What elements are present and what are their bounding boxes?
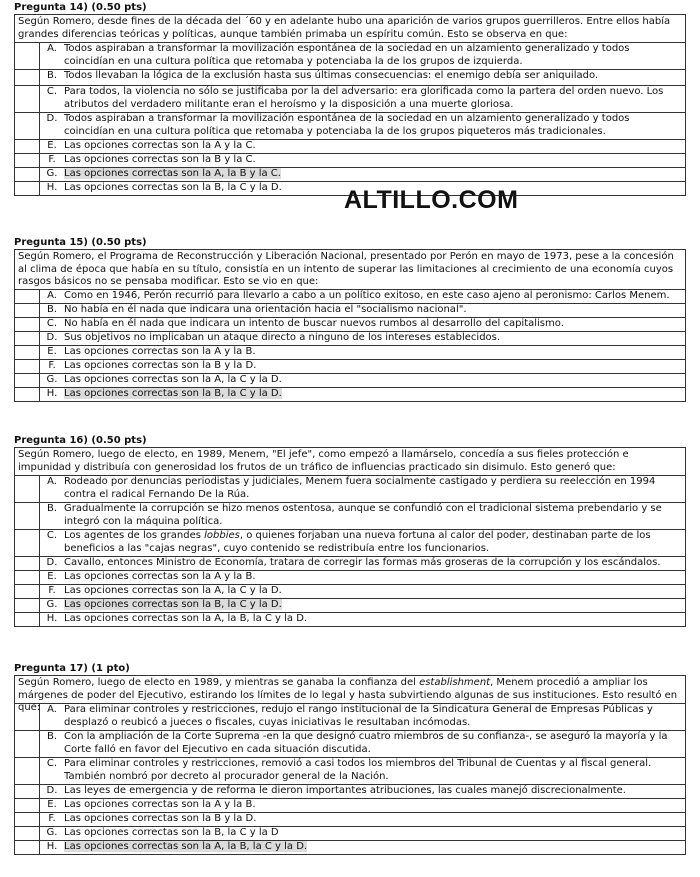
option-text: Todos aspiraban a transformar la movilización espontánea de la sociedad en un alzamiento generalizado y todos coincidían en una cultura política que retomaba y potenciaba la de los grupos de izquierda. xyxy=(64,43,630,67)
option-text-part: , o quienes forjaban una nueva fortuna al calor del poder, destinaban parte de los beneficios a las "cajas negras", cuyo contenido se redistribuía entre los funcionarios. xyxy=(64,530,651,554)
option-letter: F. xyxy=(48,585,56,596)
option-text: Las opciones correctas son la B y la D. xyxy=(64,813,257,824)
option-h[interactable] xyxy=(15,612,685,626)
answer-mark-cell[interactable] xyxy=(15,613,40,626)
option-text: Las opciones correctas son la B y la D. xyxy=(64,360,257,371)
answer-mark-cell[interactable] xyxy=(15,476,40,502)
option-text: Las opciones correctas son la A y la B. xyxy=(64,346,256,357)
option-text: Las opciones correctas son la A, la C y la D. xyxy=(64,374,282,385)
option-text: Las opciones correctas son la B, la C y la D. xyxy=(64,182,282,193)
option-f[interactable] xyxy=(15,359,685,373)
option-g[interactable] xyxy=(15,826,685,840)
option-letter: D. xyxy=(46,113,58,124)
option-text: Para eliminar controles y restricciones, redujo el rango institucional de la Sindicatura General de Empresas Públicas y desplazó o reubicó a jueces o fiscales, cuyas iniciativas le resultaban incómodas. xyxy=(64,704,653,728)
option-d[interactable] xyxy=(15,556,685,570)
option-b[interactable] xyxy=(15,303,685,317)
option-text: Las opciones correctas son la A, la C y la D. xyxy=(64,585,282,596)
option-a[interactable] xyxy=(15,475,685,502)
option-f[interactable] xyxy=(15,584,685,598)
question-table xyxy=(14,675,686,855)
question-stem xyxy=(15,676,685,713)
answer-mark-cell[interactable] xyxy=(15,140,40,153)
option-f[interactable] xyxy=(15,153,685,167)
answer-mark-cell[interactable] xyxy=(15,374,40,387)
option-c[interactable] xyxy=(15,317,685,331)
option-letter: G. xyxy=(46,374,58,385)
answer-mark-cell[interactable] xyxy=(15,530,40,556)
answer-mark-cell[interactable] xyxy=(15,154,40,167)
answer-mark-cell[interactable] xyxy=(15,43,40,69)
option-g[interactable] xyxy=(15,167,685,181)
question-table xyxy=(14,447,686,627)
stem-text-part: Según Romero, luego de electo en 1989, y mientras se ganaba la confianza del xyxy=(18,677,420,688)
answer-mark-cell[interactable] xyxy=(15,599,40,612)
option-text xyxy=(64,530,685,556)
option-text: Con la ampliación de la Corte Suprema -en la que designó cuatro miembros de su confianza-, se aseguró la mayoría y la Corte falló en favor del Ejecutivo en cada situación discutida. xyxy=(64,731,668,755)
option-text: Todos aspiraban a transformar la movilización espontánea de la sociedad en un alzamiento generalizado y todos coincidían en una cultura política que retomaba y potenciaba la de los grupos piqueteros más tradicionales. xyxy=(64,113,630,137)
option-text-highlighted: Las opciones correctas son la A, la B, la C y la D. xyxy=(64,841,308,852)
option-letter: G. xyxy=(46,599,58,610)
option-e[interactable] xyxy=(15,570,685,584)
question-16 xyxy=(14,434,686,627)
option-letter: E. xyxy=(47,346,57,357)
answer-mark-cell[interactable] xyxy=(15,86,40,112)
answer-mark-cell[interactable] xyxy=(15,318,40,331)
option-letter: B. xyxy=(46,304,58,315)
option-e[interactable] xyxy=(15,345,685,359)
question-15 xyxy=(14,236,686,402)
option-d[interactable] xyxy=(15,112,685,139)
option-g[interactable] xyxy=(15,598,685,612)
option-g[interactable] xyxy=(15,373,685,387)
option-text-wrap xyxy=(64,168,685,181)
option-letter: B. xyxy=(46,731,58,742)
answer-mark-cell[interactable] xyxy=(15,557,40,570)
answer-mark-cell[interactable] xyxy=(15,731,40,757)
question-table xyxy=(14,14,686,196)
option-letter: B. xyxy=(46,70,58,81)
question-stem: Según Romero, desde fines de la década del ´60 y en adelante hubo una aparición de varios grupos guerrilleros. Entre ellos había grandes diferencias teóricas y políticas, aunque también primaba un espíritu común. Esto se observa en que: xyxy=(18,16,671,40)
option-letter: H. xyxy=(46,841,58,852)
option-letter: A. xyxy=(47,704,57,715)
option-letter: D. xyxy=(46,557,58,568)
option-f[interactable] xyxy=(15,812,685,826)
answer-mark-cell[interactable] xyxy=(15,388,40,401)
option-letter: C. xyxy=(46,758,58,769)
option-letter: F. xyxy=(48,813,56,824)
stem-text-part: , Menem procedió a ampliar los márgenes de poder del Ejecutivo, estirando los límites de lo legal y hasta subvirtiendo algunas de sus instituciones. Esto resultó en que: xyxy=(18,677,678,713)
option-text: No había en él nada que indicara un intento de buscar nuevos rumbos al desarrollo del capitalismo. xyxy=(64,318,564,329)
option-b[interactable] xyxy=(15,730,685,757)
stem-text-italic: establishment xyxy=(419,677,491,688)
question-title: Pregunta 16) (0.50 pts) xyxy=(14,435,147,446)
option-text: Para todos, la violencia no sólo se justificaba por la del adversario: era glorificada como la partera del orden nuevo. Los atributos del verdadero militante eran el heroísmo y la disposición a una muerte gloriosa. xyxy=(64,86,664,110)
answer-mark-cell[interactable] xyxy=(15,785,40,798)
answer-mark-cell[interactable] xyxy=(15,841,40,854)
option-letter: A. xyxy=(47,43,57,54)
answer-mark-cell[interactable] xyxy=(15,571,40,584)
option-text-highlighted: Las opciones correctas son la B, la C y la D. xyxy=(64,388,282,399)
question-14 xyxy=(14,1,686,196)
option-letter: A. xyxy=(47,476,57,487)
question-table xyxy=(14,249,686,402)
option-letter: H. xyxy=(46,388,58,399)
answer-mark-cell[interactable] xyxy=(15,585,40,598)
option-text-part: Los agentes de los grandes xyxy=(64,530,205,541)
option-a[interactable] xyxy=(15,703,685,730)
option-letter: F. xyxy=(48,360,56,371)
option-text-wrap xyxy=(64,599,685,612)
option-text: Las opciones correctas son la A, la B, la C y la D. xyxy=(64,613,308,624)
answer-mark-cell[interactable] xyxy=(15,168,40,181)
watermark-logo: ALTILLO.COM xyxy=(344,186,519,214)
option-letter: E. xyxy=(47,799,57,810)
answer-mark-cell[interactable] xyxy=(15,813,40,826)
option-text: Las opciones correctas son la B, la C y la D xyxy=(64,827,279,838)
answer-mark-cell[interactable] xyxy=(15,827,40,840)
option-d[interactable] xyxy=(15,784,685,798)
option-letter: G. xyxy=(46,827,58,838)
option-text-wrap xyxy=(64,841,685,854)
option-letter: D. xyxy=(46,785,58,796)
answer-mark-cell[interactable] xyxy=(15,503,40,529)
option-letter: H. xyxy=(46,182,58,193)
option-letter: C. xyxy=(46,86,58,97)
question-title: Pregunta 14) (0.50 pts) xyxy=(14,2,147,13)
answer-mark-cell[interactable] xyxy=(15,758,40,784)
option-text: No había en él nada que indicara una orientación hacia el "socialismo nacional". xyxy=(64,304,467,315)
option-text: Las opciones correctas son la A y la B. xyxy=(64,799,256,810)
option-text: Las opciones correctas son la A y la C. xyxy=(64,140,256,151)
answer-mark-cell[interactable] xyxy=(15,704,40,730)
answer-mark-cell[interactable] xyxy=(15,799,40,812)
option-e[interactable] xyxy=(15,798,685,812)
answer-mark-cell[interactable] xyxy=(15,182,40,195)
option-text-italic: lobbies xyxy=(204,530,240,541)
option-letter: B. xyxy=(46,503,58,514)
option-a[interactable] xyxy=(15,42,685,69)
option-letter: D. xyxy=(46,332,58,343)
option-letter: F. xyxy=(48,154,56,165)
option-text: Sus objetivos no implicaban un ataque directo a ninguno de los intereses establecidos. xyxy=(64,332,501,343)
answer-mark-cell[interactable] xyxy=(15,113,40,139)
option-e[interactable] xyxy=(15,139,685,153)
option-letter: A. xyxy=(47,290,57,301)
option-d[interactable] xyxy=(15,331,685,345)
answer-mark-cell[interactable] xyxy=(15,304,40,317)
option-text: Para eliminar controles y restricciones, removió a casi todos los miembros del Tribunal de Cuentas y al fiscal general. También nombró por decreto al procurador general de la Nación. xyxy=(64,758,652,782)
option-letter: C. xyxy=(46,530,58,541)
option-text-highlighted: Las opciones correctas son la B, la C y la D. xyxy=(64,599,282,610)
question-stem: Según Romero, luego de electo, en 1989, Menem, "El jefe", como empezó a llamárselo, concedía a sus fieles protección e impunidad y distribuía con generosidad los frutos de un tráfico de influencias practicado sin disimulo. Esto generó que: xyxy=(18,449,629,473)
option-text-highlighted: Las opciones correctas son la A, la B y la C. xyxy=(64,168,281,179)
answer-mark-cell[interactable] xyxy=(15,360,40,373)
option-letter: H. xyxy=(46,613,58,624)
answer-mark-cell[interactable] xyxy=(15,70,40,85)
option-text: Las leyes de emergencia y de reforma le dieron importantes atribuciones, las cuales manejó discrecionalmente. xyxy=(64,785,626,796)
option-text: Cavallo, entonces Ministro de Economía, tratara de corregir las formas más groseras de la corrupción y los escándalos. xyxy=(64,557,661,568)
answer-mark-cell[interactable] xyxy=(15,332,40,345)
option-b[interactable] xyxy=(15,502,685,529)
answer-mark-cell[interactable] xyxy=(15,346,40,359)
question-stem: Según Romero, el Programa de Reconstrucción y Liberación Nacional, presentado por Perón en mayo de 1973, pese a la concesión al clima de época que había en su título, consistía en un intento de superar las limitaciones al crecimiento de una economía cuyos rasgos básicos no se pensaba modificar. Esto se vio en que: xyxy=(18,251,674,287)
option-letter: E. xyxy=(47,571,57,582)
question-17 xyxy=(14,662,686,855)
option-text: Todos llevaban la lógica de la exclusión hasta sus últimas consecuencias: el enemigo debía ser aniquilado. xyxy=(64,70,599,81)
option-a[interactable] xyxy=(15,289,685,303)
question-title: Pregunta 15) (0.50 pts) xyxy=(14,237,147,248)
option-c[interactable] xyxy=(15,757,685,784)
option-b[interactable] xyxy=(15,69,685,85)
answer-mark-cell[interactable] xyxy=(15,290,40,303)
option-h[interactable] xyxy=(15,840,685,854)
option-letter: C. xyxy=(46,318,58,329)
option-text: Rodeado por denuncias periodistas y judiciales, Menem fuera socialmente castigado y perdiera su reelección en 1994 contra el radical Fernando De la Rúa. xyxy=(64,476,656,500)
option-letter: E. xyxy=(47,140,57,151)
option-text: Las opciones correctas son la A y la B. xyxy=(64,571,256,582)
option-c[interactable] xyxy=(15,85,685,112)
option-letter: G. xyxy=(46,168,58,179)
question-title: Pregunta 17) (1 pto) xyxy=(14,663,130,674)
option-h[interactable] xyxy=(15,387,685,401)
option-text: Gradualmente la corrupción se hizo menos ostentosa, aunque se confundió con el tradicional sistema prebendario y se integró con la máquina política. xyxy=(64,503,662,527)
option-c[interactable] xyxy=(15,529,685,556)
option-text-wrap xyxy=(64,388,685,401)
option-text: Las opciones correctas son la B y la C. xyxy=(64,154,256,165)
option-text: Como en 1946, Perón recurrió para llevarlo a cabo a un político exitoso, en este caso ajeno al peronismo: Carlos Menem. xyxy=(64,290,670,301)
